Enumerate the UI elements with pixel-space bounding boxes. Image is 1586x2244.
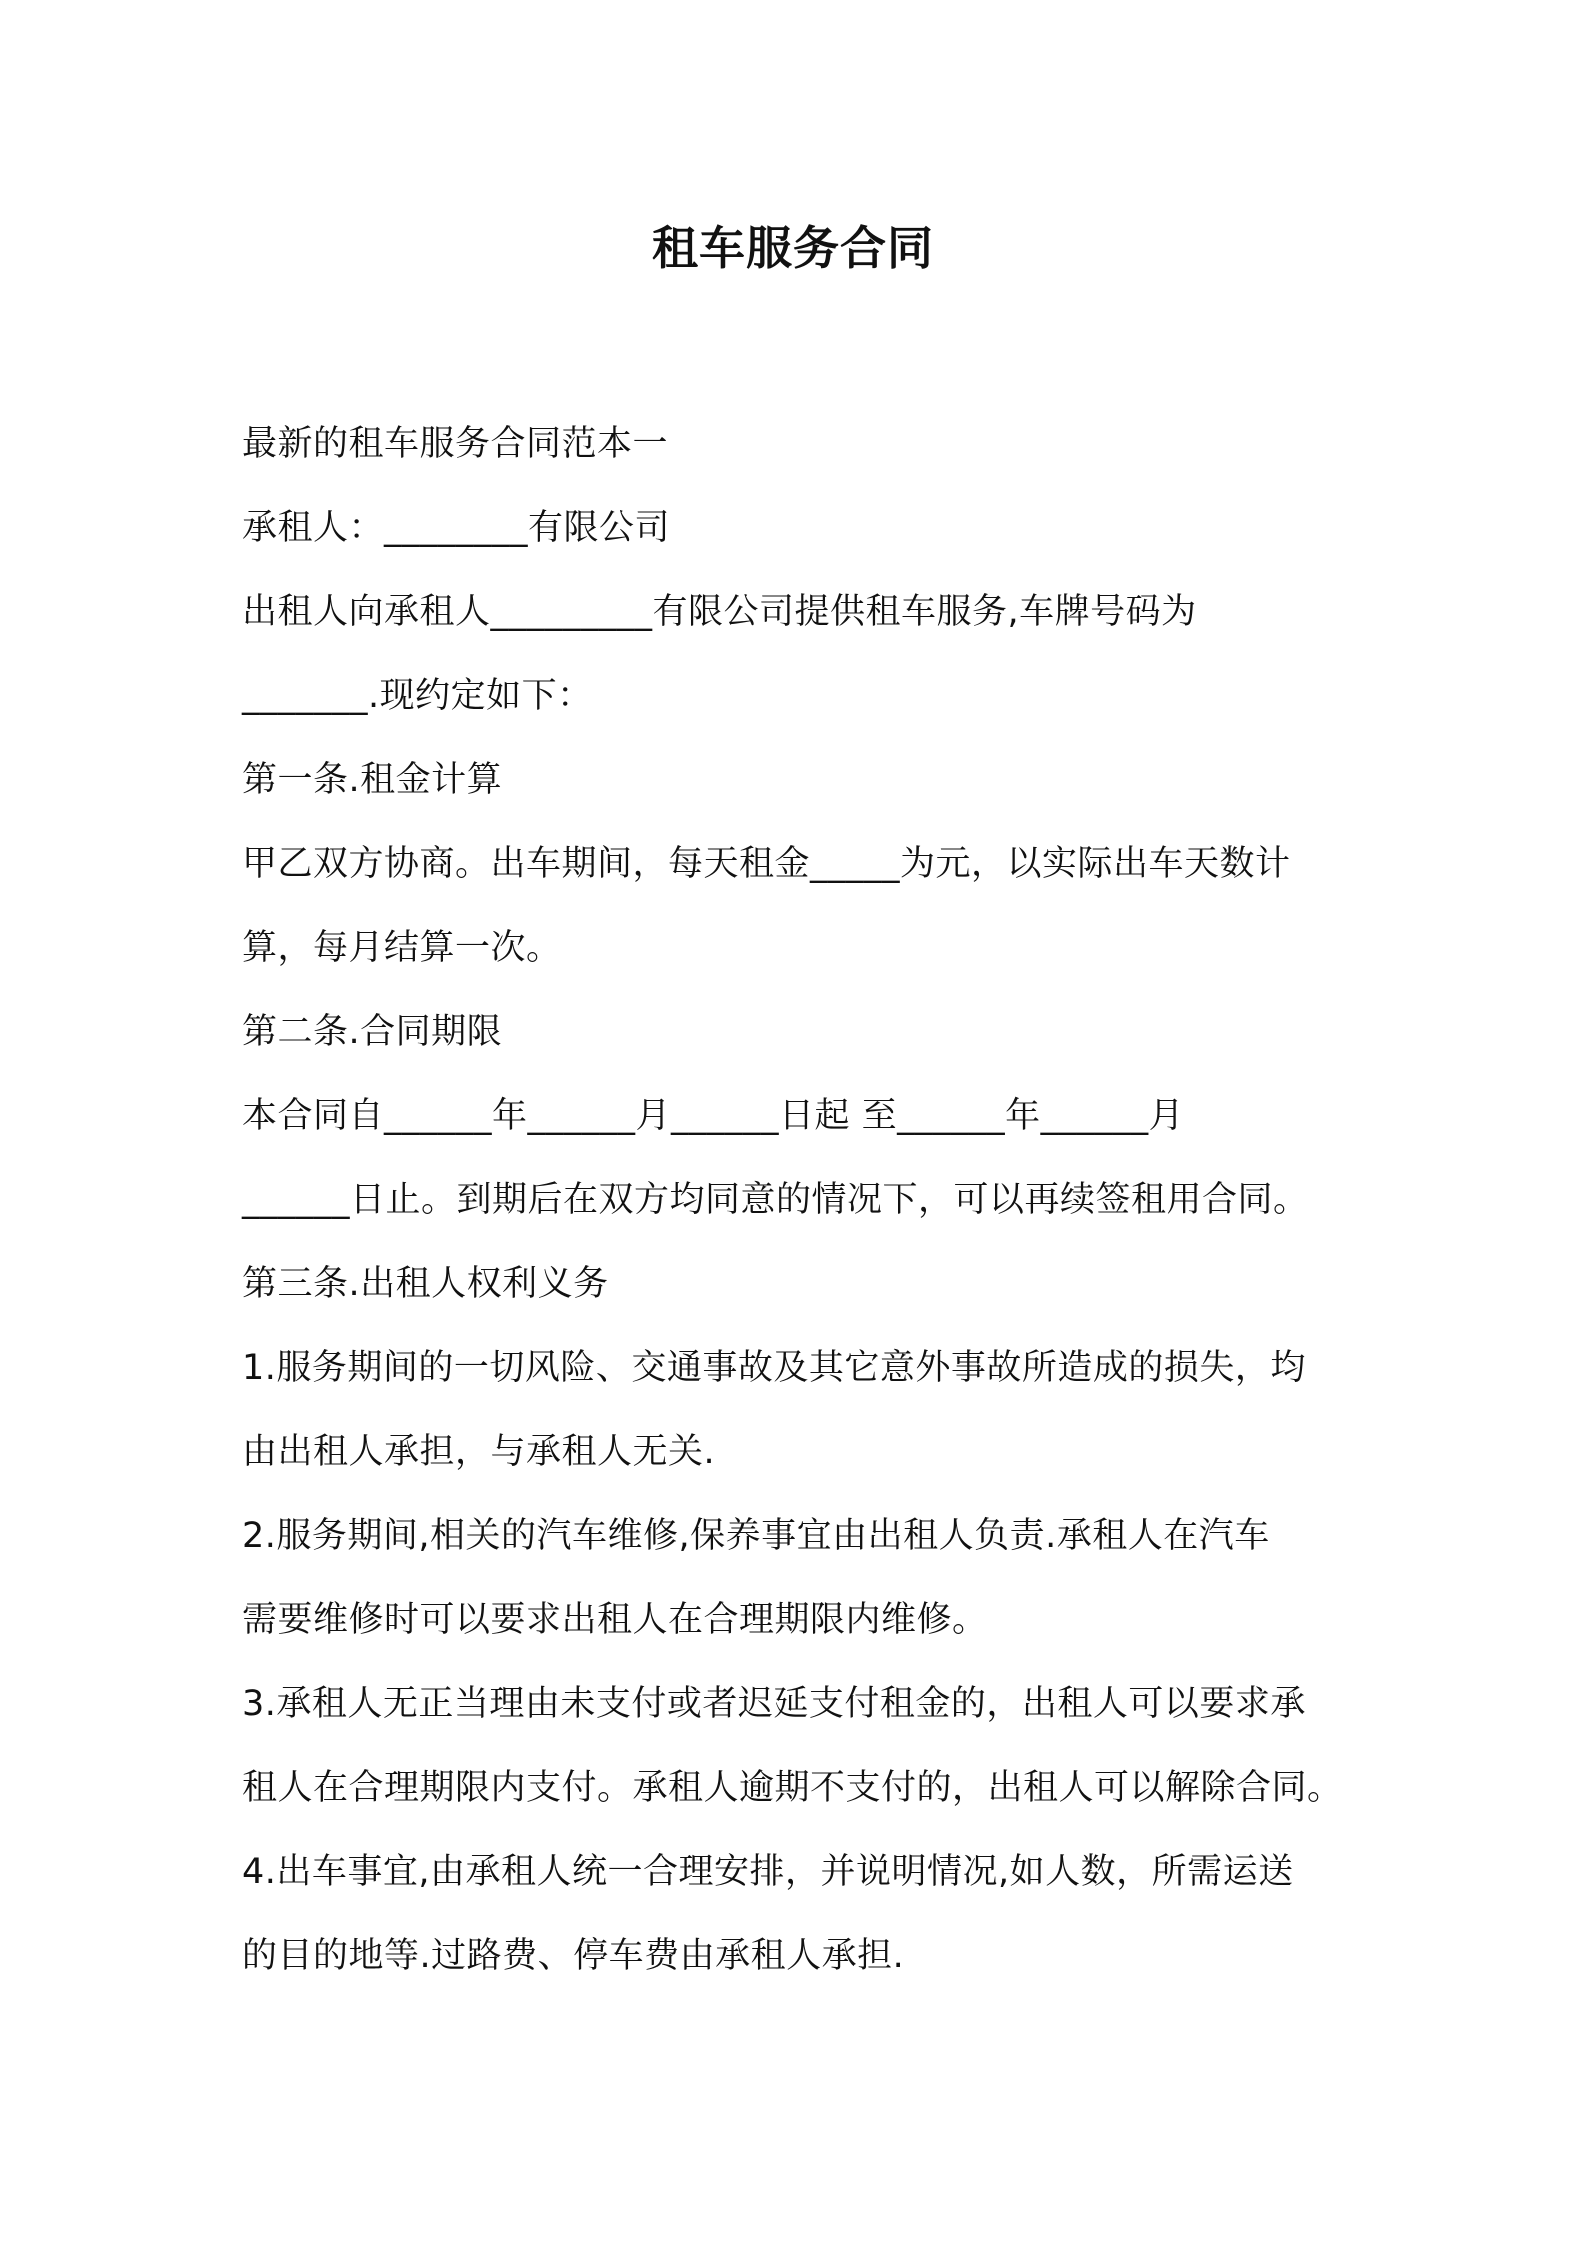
article-1-line-1: 甲乙双方协商。出车期间，每天租金_____为元，以实际出车天数计 (242, 844, 1291, 884)
intro-line-2: _______.现约定如下： (242, 676, 593, 716)
document-body (242, 402, 1372, 1998)
clause-4-line-1: 4.出车事宜,由承租人统一合理安排，并说明情况,如人数，所需运送 (242, 1852, 1294, 1892)
article-1-heading: 第一条.租金计算 (242, 760, 503, 800)
document-title: 租车服务合同 (652, 221, 934, 275)
article-2-heading: 第二条.合同期限 (242, 1012, 503, 1052)
clause-3-line-2: 租人在合理期限内支付。承租人逾期不支付的，出租人可以解除合同。 (242, 1768, 1343, 1808)
clause-3-line-1: 3.承租人无正当理由未支付或者迟延支付租金的，出租人可以要求承 (242, 1684, 1306, 1724)
lessee-line: 承租人：________有限公司 (242, 508, 671, 548)
clause-1-line-1: 1.服务期间的一切风险、交通事故及其它意外事故所造成的损失，均 (242, 1348, 1306, 1388)
clause-2-line-1: 2.服务期间,相关的汽车维修,保养事宜由出租人负责.承租人在汽车 (242, 1516, 1270, 1556)
article-3-heading: 第三条.出租人权利义务 (242, 1264, 609, 1304)
clause-1-line-2: 由出租人承担，与承租人无关. (242, 1432, 716, 1472)
clause-2-line-2: 需要维修时可以要求出租人在合理期限内维修。 (242, 1600, 988, 1640)
article-2-line-2: ______日止。到期后在双方均同意的情况下，可以再续签租用合同。 (242, 1180, 1309, 1220)
subtitle-line: 最新的租车服务合同范本一 (242, 424, 669, 464)
article-2-line-1: 本合同自______年______月______日起 至______年______月 (242, 1096, 1185, 1136)
intro-line-1: 出租人向承租人_________有限公司提供租车服务,车牌号码为 (242, 592, 1197, 632)
article-1-line-2: 算，每月结算一次。 (242, 928, 562, 968)
clause-4-line-2: 的目的地等.过路费、停车费由承租人承担. (242, 1936, 905, 1976)
